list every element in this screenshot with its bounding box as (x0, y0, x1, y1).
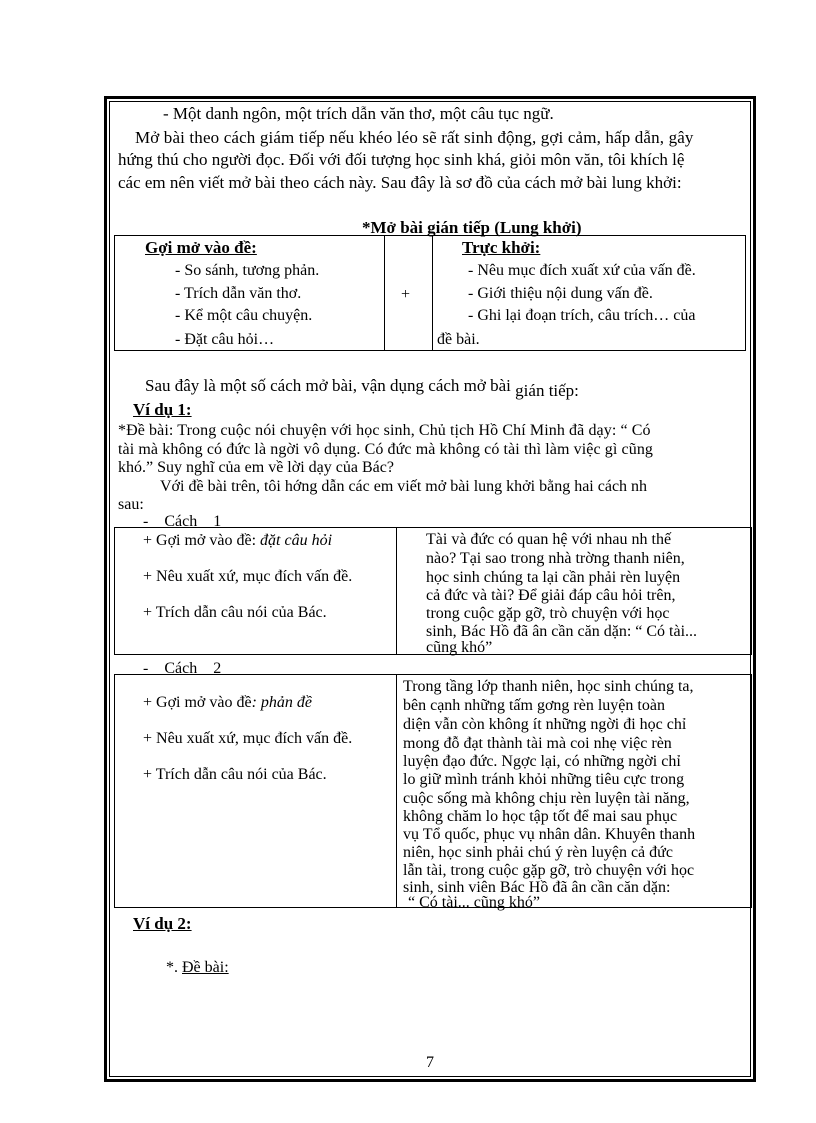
example1-heading: Ví dụ 1: (133, 400, 192, 419)
example1-guide-line: sau: (118, 496, 144, 513)
example1-prompt-line: *Đề bài: Trong cuộc nói chuyện với học sinh, Chủ tịch Hồ Chí Minh đã dạy: “ Có (118, 422, 651, 439)
cach2-right-line: mong đỗ đạt thành tài mà coi nhẹ việc rèn (403, 735, 672, 752)
diagram-right-heading: Trực khởi: (462, 238, 541, 257)
cach2-right-line: luyện đạo đức. Ngợc lại, có những ngời chỉ (403, 753, 681, 770)
cach2-right-line: “ Có tài... cũng khó” (408, 894, 540, 911)
cach2-left-italic: : phản đề (251, 694, 313, 711)
example2-heading: Ví dụ 2: (133, 914, 192, 933)
diagram-left-heading: Gợi mở vào đề: (145, 238, 257, 257)
diagram-left-item: - Kể một câu chuyện. (175, 307, 313, 324)
cach1-right-line: sinh, Bác Hồ đã ân cần căn dặn: “ Có tài... (426, 623, 698, 640)
example1-guide-line: Với đề bài trên, tôi hớng dẫn các em viết mở bài lung khởi bằng hai cách nh (160, 478, 648, 495)
diagram-right-item: - Giới thiệu nội dung vấn đề. (468, 285, 653, 302)
example2-prompt (166, 958, 229, 978)
cach2-divider (396, 674, 397, 908)
cach1-label: - Cách 1 (143, 513, 222, 530)
diagram-left-item: - So sánh, tương phản. (175, 262, 320, 279)
example1-prompt-line: khó.” Suy nghĩ của em về lời dạy của Bác? (118, 459, 394, 476)
cach1-left-item: + Trích dẫn câu nói của Bác. (143, 604, 327, 621)
cach1-right-line: nào? Tại sao trong nhà trờng thanh niên, (426, 550, 685, 567)
cach1-right-line: cả đức và tài? Để giải đáp câu hỏi trên, (426, 587, 676, 604)
cach1-left-item: + Nêu xuất xứ, mục đích vấn đề. (143, 568, 353, 585)
cach2-right-line: sinh, sinh viên Bác Hồ đã ân cần căn dặn: (403, 879, 671, 896)
lead-main: Sau đây là một số cách mở bài, vận dụng cách mở bài (145, 376, 511, 395)
cach1-right-line: trong cuộc gặp gỡ, trò chuyện với học (426, 605, 670, 622)
diagram-title: *Mở bài gián tiếp (Lung khởi) (362, 218, 582, 237)
cach2-left-item (143, 693, 312, 713)
cach2-label: - Cách 2 (143, 660, 222, 677)
cach2-right-line: cuộc sống mà không chịu rèn luyện tài năng, (403, 790, 690, 807)
intro-bullet: - Một danh ngôn, một trích dẫn văn thơ, một câu tục ngữ. (163, 104, 554, 123)
cach2-right-line: lẫn tài, trong cuộc gặp gỡ, trò chuyện với học (403, 862, 695, 879)
diagram-right-item: - Nêu mục đích xuất xứ của vấn đề. (468, 262, 696, 279)
lead-tail: gián tiếp: (515, 381, 579, 400)
cach1-left-prefix: + Gợi mở vào đề: (143, 532, 261, 549)
cach2-right-line: lo giữ mình tránh khỏi những tiêu cực trong (403, 771, 685, 788)
cach2-left-item: + Trích dẫn câu nói của Bác. (143, 766, 327, 783)
cach1-right-line: cũng khó” (426, 639, 493, 656)
diagram-divider-1 (384, 235, 385, 351)
page-number: 7 (426, 1054, 434, 1071)
cach2-left-prefix: + Gợi mở vào đề (143, 694, 252, 711)
cach1-left-italic: đặt câu hỏi (260, 532, 333, 549)
example1-prompt-line: tài mà không có đức là ngời vô dụng. Có đức mà không có tài thì làm việc gì cũng (118, 441, 654, 458)
cach2-right-line: không chăm lo học tập tốt để mai sau phục (403, 808, 678, 825)
intro-para-line-2: hứng thú cho người đọc. Đối với đối tượng học sinh khá, giỏi môn văn, tôi khích lệ (118, 150, 685, 169)
intro-para-line-1: Mở bài theo cách giám tiếp nếu khéo léo sẽ rất sinh động, gợi cảm, hấp dẫn, gây (135, 128, 694, 147)
cach1-divider (396, 527, 397, 655)
cach1-right-line: Tài và đức có quan hệ với nhau nh thế (426, 531, 672, 548)
diagram-plus: + (401, 286, 411, 303)
lead-text (145, 376, 579, 400)
diagram-right-item: - Ghi lại đoạn trích, câu trích… của (468, 307, 696, 324)
cach2-right-line: bên cạnh những tấm gơng rèn luyện toàn (403, 697, 665, 714)
cach1-left-item (143, 531, 332, 551)
intro-para-line-3: các em nên viết mở bài theo cách này. Sau đây là sơ đồ của cách mở bài lung khởi: (118, 173, 682, 192)
example2-prompt-label: Đề bài: (182, 959, 229, 976)
cach2-left-item: + Nêu xuất xứ, mục đích vấn đề. (143, 730, 353, 747)
diagram-divider-2 (432, 235, 433, 351)
example2-prompt-prefix: *. (166, 959, 178, 976)
diagram-right-tail: đề bài. (437, 331, 480, 348)
diagram-left-item: - Trích dẫn văn thơ. (175, 285, 302, 302)
cach2-right-line: vụ Tổ quốc, phục vụ nhân dân. Khuyên thanh (403, 826, 696, 843)
cach2-right-line: Trong tầng lớp thanh niên, học sinh chúng ta, (403, 678, 694, 695)
diagram-left-item: - Đặt câu hỏi… (175, 331, 275, 348)
cach2-right-line: niên, học sinh phải chú ý rèn luyện cả đức (403, 844, 673, 861)
cach1-right-line: học sinh chúng ta lại cần phải rèn luyện (426, 569, 681, 586)
cach2-right-line: diện vẫn còn không ít những ngời đi học chỉ (403, 716, 687, 733)
